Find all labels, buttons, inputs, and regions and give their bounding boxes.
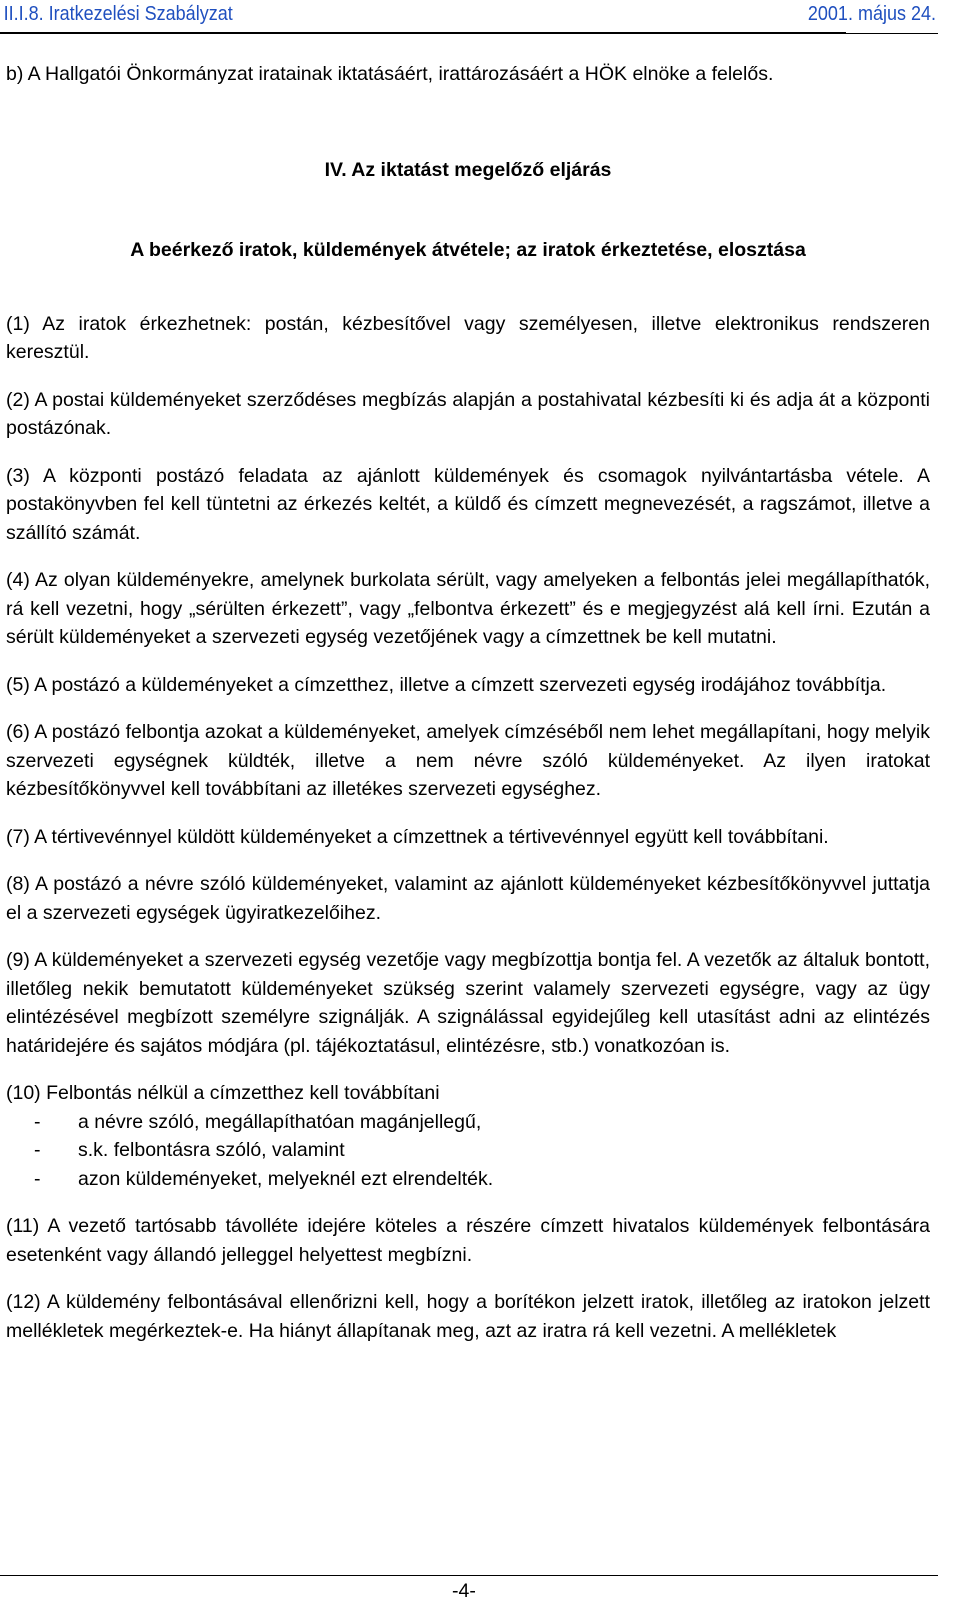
- page-number: -4-: [452, 1580, 476, 1602]
- paragraph-1: (1) Az iratok érkezhetnek: postán, kézbesítővel vagy személyesen, illetve elektronikus rendszeren keresztül.: [6, 312, 930, 363]
- footer-rule: [0, 1575, 938, 1576]
- paragraph-6: (6) A postázó felbontja azokat a küldeményeket, amelyek címzéséből nem lehet megállapítani, hogy melyik szervezeti egységnek küldték, illetve a nem névre szóló küldeményeket. Az ilyen iratokat kézbesítőkönyvvel kell továbbítani az illetékes szervezeti egységhez.: [6, 721, 930, 800]
- list-dash: -: [34, 1167, 41, 1190]
- paragraph-11: (11) A vezető tartósabb távolléte idejére köteles a részére címzett hivatalos küldemények felbontására esetenként vagy állandó jelleggel helyettest megbízni.: [6, 1215, 930, 1266]
- list-dash: -: [34, 1110, 41, 1133]
- list-item: [6, 1136, 930, 1165]
- intro-paragraph: b) A Hallgatói Önkormányzat iratainak iktatásáért, irattározásáért a HÖK elnöke a felelős.: [6, 63, 774, 85]
- paragraph-7: (7) A tértivevénnyel küldött küldeményeket a címzettnek a tértivevénnyel együtt kell továbbítani.: [6, 825, 829, 848]
- list-item: [6, 1108, 930, 1137]
- sub-heading: A beérkező iratok, küldemények átvétele; az iratok érkeztetése, elosztása: [130, 239, 806, 261]
- header-rule: [0, 33, 938, 34]
- paragraph-5: (5) A postázó a küldeményeket a címzetthez, illetve a címzett szervezeti egység irodájához továbbítja.: [6, 673, 887, 696]
- paragraph-4: (4) Az olyan küldeményekre, amelynek burkolata sérült, vagy amelyeken a felbontás jelei megállapíthatók, rá kell vezetni, hogy „sérülten érkezett”, vagy „felbontva érkezett” és e megjegyzést alá kell írni. Ezután a sérült küldeményeket a szervezeti egység vezetőjének vagy a címzettnek be kell mutatni.: [6, 569, 930, 648]
- section-heading: IV. Az iktatást megelőző eljárás: [324, 158, 612, 181]
- paragraph-10-intro: (10) Felbontás nélkül a címzetthez kell továbbítani: [6, 1082, 440, 1104]
- header-date: 2001. május 24.: [807, 3, 936, 25]
- paragraph-8: (8) A postázó a névre szóló küldeményeket, valamint az ajánlott küldeményeket kézbesítőkönyvvel juttatja el a szervezeti egységek ügyiratkezelőihez.: [6, 873, 930, 924]
- paragraph-2: (2) A postai küldeményeket szerződéses megbízás alapján a postahivatal kézbesíti ki és adja át a központi postázónak.: [6, 388, 930, 439]
- paragraph-3: (3) A központi postázó feladata az ajánlott küldemények és csomagok nyilvántartásba vétele. A postakönyvben fel kell tüntetni az érkezés keltét, a küldő és címzett megnevezését, a ragszámot, illetve a szállító számát.: [6, 464, 930, 544]
- list-item: [6, 1165, 930, 1194]
- list-item-text: a névre szóló, megállapíthatóan magánjellegű,: [78, 1110, 482, 1133]
- list-item-text: s.k. felbontásra szóló, valamint: [78, 1139, 345, 1161]
- list-item-text: azon küldeményeket, melyeknél ezt elrendelték.: [78, 1167, 494, 1190]
- page-header: [0, 0, 936, 33]
- list-dash: -: [34, 1139, 41, 1161]
- document-body: [6, 60, 930, 1364]
- paragraph-10: [6, 1079, 930, 1193]
- exception-list: [6, 1108, 930, 1194]
- paragraph-9: (9) A küldeményeket a szervezeti egység vezetője vagy megbízottja bontja fel. A vezetők az általuk bontott, illetőleg nekik bemutatott küldeményeket szükség szerint valamely szervezeti egységre, vagy az ügy elintézésével megbízott személyre szignálják. A szignálással egyidejűleg kell utasítást adni az elintézés határidejére és sajátos módjára (pl. tájékoztatásul, elintézésre, stb.) vonatkozóan is.: [6, 949, 930, 1057]
- header-document-title: II.I.8. Iratkezelési Szabályzat: [3, 3, 233, 25]
- paragraph-12: (12) A küldemény felbontásával ellenőrizni kell, hogy a borítékon jelzett iratok, illetőleg az iratokon jelzett mellékletek megérkeztek-e. Ha hiányt állapítanak meg, azt az iratra rá kell vezetni. A mellékletek: [6, 1291, 930, 1342]
